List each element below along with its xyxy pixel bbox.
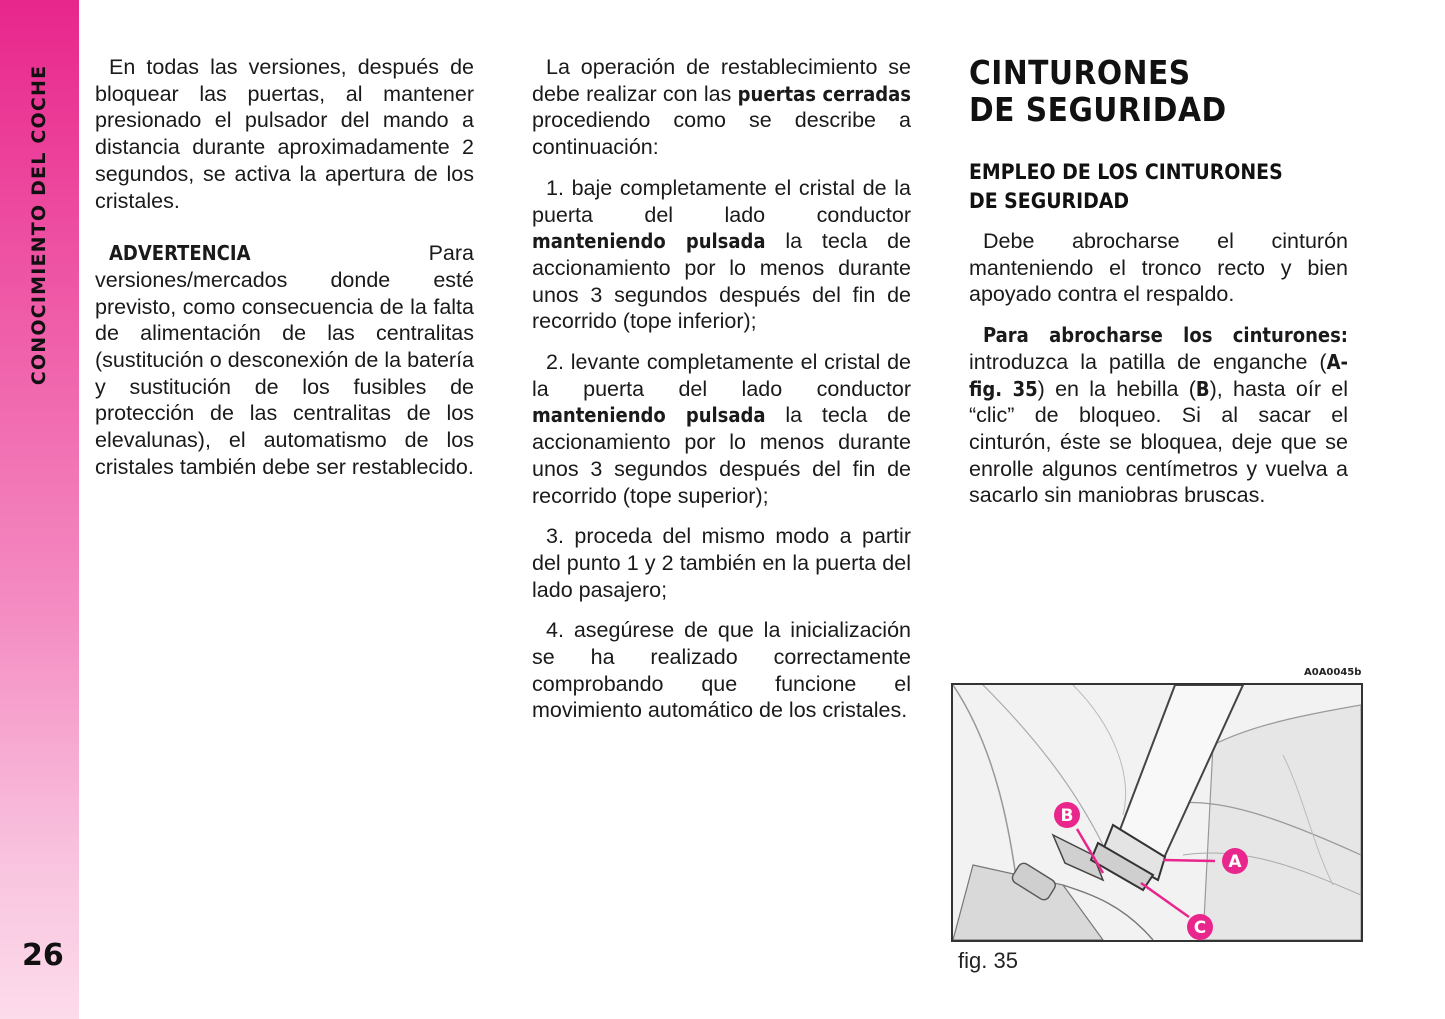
reset-intro xyxy=(532,54,911,161)
figure-ref-b: B xyxy=(1195,376,1210,401)
subheading-line-1: EMPLEO DE LOS CINTURONES xyxy=(969,160,1283,184)
fasten-text-c: ), hasta oír el “clic” de bloqueo. Si al sacar el cinturón, éste se bloquea, deje que se enrolle algunos centímetros y vuelva a sacarlo sin maniobras bruscas. xyxy=(969,376,1348,508)
section-sidebar xyxy=(0,0,79,1019)
subheading-line-2: DE SEGURIDAD xyxy=(969,189,1130,213)
intro-bold: puertas cerradas xyxy=(737,81,911,106)
heading-line-2: DE SEGURIDAD xyxy=(969,90,1227,129)
step-1 xyxy=(532,175,911,335)
warning-label: ADVERTENCIA xyxy=(109,241,251,266)
step-1-bold: manteniendo pulsada xyxy=(532,229,766,254)
fasten-text-a: introduzca la patilla de enganche ( xyxy=(969,349,1327,374)
section-title: CONOCIMIENTO DEL COCHE xyxy=(28,64,50,386)
heading-line-1: CINTURONES xyxy=(969,53,1191,92)
warning-text: Para versiones/mercados donde esté previsto, como consecuencia de la falta de alimentación de las centralitas (sustitución o desconexión de la batería y sustitución de los fusibles de protección de las centralitas de los elevalunas), el automatismo de los cristales también debe ser restablecido. xyxy=(95,241,474,479)
callout-b: B xyxy=(1060,806,1074,826)
sub-heading xyxy=(969,158,1348,216)
seatbelt-illustration xyxy=(951,683,1363,942)
page-number: 26 xyxy=(22,938,64,973)
step-2-text: 2. levante completamente el cristal de la puerta del lado conductor xyxy=(532,350,911,401)
warning-paragraph xyxy=(95,240,474,480)
paragraph-remote-windows: En todas las versiones, después de bloquear las puertas, al mantener presionado el pulsador del mando a distancia durante aproximadamente 2 segundos, se activa la apertura de los cristales. xyxy=(95,55,474,213)
intro-text-end: procediendo como se describe a continuación: xyxy=(532,108,911,160)
figure-code: A0A0045b xyxy=(1304,667,1362,678)
column-1 xyxy=(95,54,474,495)
callout-c: C xyxy=(1193,918,1207,938)
column-3 xyxy=(969,54,1348,523)
section-heading xyxy=(969,54,1348,128)
seatbelt-drawing xyxy=(953,685,1361,940)
step-2 xyxy=(532,349,911,509)
callout-a: A xyxy=(1228,852,1242,872)
fasten-text-b: ) en la hebilla ( xyxy=(1037,376,1196,401)
step-3: 3. proceda del mismo modo a partir del punto 1 y 2 también en la puerta del lado pasajero; xyxy=(532,524,911,602)
step-1-text: 1. baje completamente el cristal de la puerta del lado conductor xyxy=(532,175,911,227)
column-2 xyxy=(532,54,911,738)
figure-ref-a: A-fig. 35 xyxy=(969,349,1348,401)
fasten-label: Para abrocharse los cinturones: xyxy=(983,323,1348,348)
seatbelt-fasten-paragraph xyxy=(969,322,1348,509)
seatbelt-posture-paragraph: Debe abrocharse el cinturón manteniendo el tronco recto y bien apoyado contra el respaldo. xyxy=(969,229,1348,307)
intro-text: La operación de restablecimiento se debe realizar con las xyxy=(532,55,911,106)
step-2-text-end: la tecla de accionamiento por lo menos durante unos 3 segundos después del fin de recorrido (tope superior); xyxy=(532,403,911,508)
figure-caption: fig. 35 xyxy=(958,948,1018,973)
step-4: 4. asegúrese de que la inicialización se ha realizado correctamente comprobando que funcione el movimiento automático de los cristales. xyxy=(532,618,911,723)
step-2-bold: manteniendo pulsada xyxy=(532,403,766,428)
step-1-text-end: la tecla de accionamiento por lo menos durante unos 3 segundos después del fin de recorrido (tope inferior); xyxy=(532,229,911,334)
